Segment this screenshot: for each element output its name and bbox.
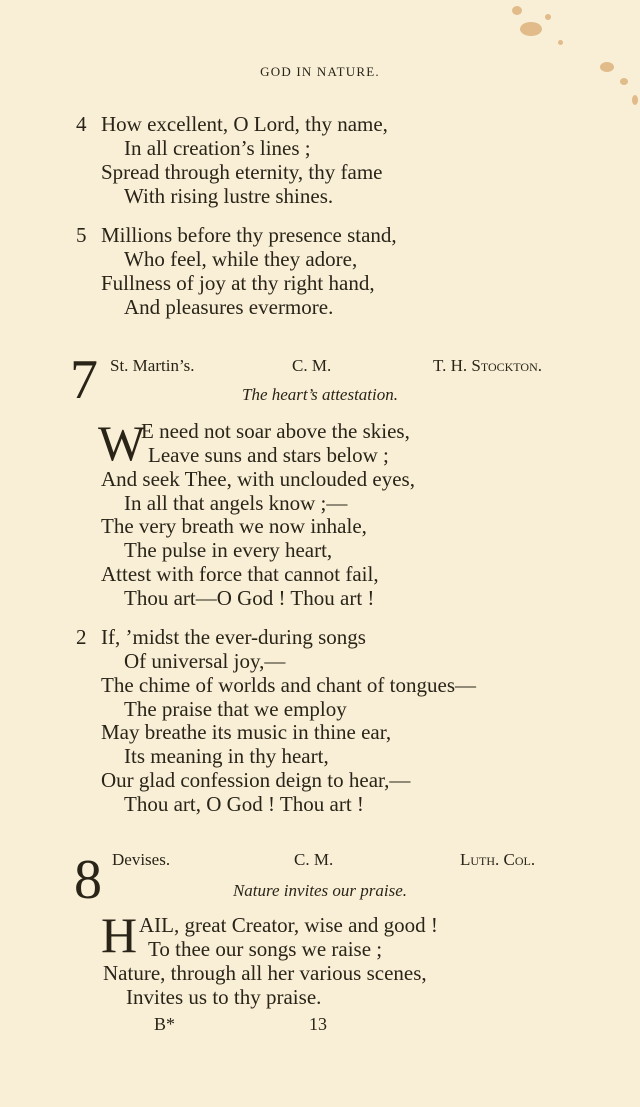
stanza-number: 5 — [76, 223, 87, 247]
meter: C. M. — [292, 356, 332, 375]
verse-line: How excellent, O Lord, thy name, — [101, 112, 388, 136]
verse-line: Thou art, O God ! Thou art ! — [124, 792, 364, 816]
verse-line: To thee our songs we raise ; — [148, 937, 383, 961]
verse-line: Leave suns and stars below ; — [148, 443, 389, 467]
verse-line: Millions before thy presence stand, — [101, 223, 397, 247]
author: Luth. Col. — [460, 850, 536, 869]
foxing-stain — [512, 6, 522, 15]
foxing-stain — [558, 40, 563, 45]
verse-line: The chime of worlds and chant of tongues— — [101, 673, 476, 697]
hymn-subtitle: The heart’s attestation. — [242, 385, 398, 404]
verse-line: The very breath we now inhale, — [101, 514, 367, 538]
running-head: GOD IN NATURE. — [260, 64, 380, 79]
verse-line: Its meaning in thy heart, — [124, 744, 329, 768]
hymn-subtitle: Nature invites our praise. — [232, 881, 408, 900]
tune-name: Devises. — [112, 850, 171, 869]
meter: C. M. — [294, 850, 334, 869]
page-number: 13 — [309, 1014, 327, 1034]
hymn-number: 7 — [70, 349, 98, 411]
foxing-stain — [632, 95, 638, 105]
verse-line: E need not soar above the skies, — [141, 419, 410, 443]
hymn-number: 8 — [74, 849, 102, 911]
verse-line: The praise that we employ — [124, 697, 347, 721]
verse-line: And pleasures evermore. — [124, 295, 334, 319]
verse-line: In all that angels know ;— — [124, 491, 348, 515]
foxing-stain — [545, 14, 551, 20]
verse-line: Who feel, while they adore, — [124, 247, 358, 271]
stanza-number: 4 — [76, 112, 87, 136]
verse-line: Attest with force that cannot fail, — [101, 562, 379, 586]
verse-line: And seek Thee, with unclouded eyes, — [101, 467, 415, 491]
verse-line: Fullness of joy at thy right hand, — [101, 271, 375, 295]
verse-line: Spread through eternity, thy fame — [101, 160, 383, 184]
signature-mark: B* — [154, 1014, 176, 1034]
verse-line: If, ’midst the ever-during songs — [101, 625, 366, 649]
stanza-number: 2 — [76, 625, 87, 649]
verse-line: The pulse in every heart, — [124, 538, 333, 562]
verse-line: Of universal joy,— — [124, 649, 286, 673]
foxing-stain — [520, 22, 542, 36]
drop-cap: H — [101, 907, 138, 963]
tune-name: St. Martin’s. — [110, 356, 195, 375]
verse-line: AIL, great Creator, wise and good ! — [139, 913, 438, 937]
verse-line: Nature, through all her various scenes, — [103, 961, 427, 985]
verse-line: May breathe its music in thine ear, — [101, 720, 392, 744]
verse-line: In all creation’s lines ; — [124, 136, 311, 160]
verse-line: Thou art—O God ! Thou art ! — [124, 586, 375, 610]
drop-cap: W — [98, 415, 146, 471]
author: T. H. Stockton. — [433, 356, 542, 375]
verse-line: With rising lustre shines. — [124, 184, 334, 208]
verse-line: Our glad confession deign to hear,— — [101, 768, 411, 792]
verse-line: Invites us to thy praise. — [126, 985, 322, 1009]
